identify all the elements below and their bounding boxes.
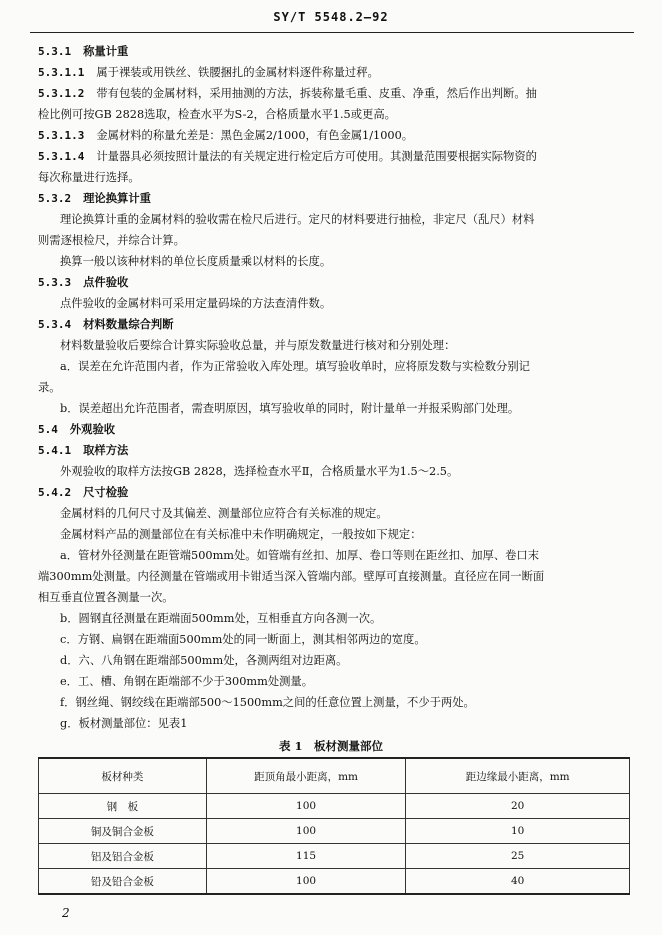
item-5-3-4-a-line2: 录。 bbox=[38, 381, 61, 394]
item-5-4-2-g: g．板材测量部位：见表1 bbox=[60, 717, 188, 730]
table-cell: 25 bbox=[406, 844, 630, 869]
table-cell: 铝及铝合金板 bbox=[39, 844, 207, 869]
table-header-cell: 距顶角最小距离，mm bbox=[206, 758, 406, 794]
clause-5-3-1-2-line1: 5.3.1.2 带有包装的金属材料，采用抽测的方法，拆装称量毛重、皮重、净重，然后作出判断。抽 bbox=[38, 87, 537, 100]
heading-5-3-4: 5.3.4 材料数量综合判断 bbox=[38, 317, 174, 331]
heading-5-4-2: 5.4.2 尺寸检验 bbox=[38, 485, 129, 499]
item-5-4-2-c: c．方钢、扁钢在距端面500mm处的同一断面上，测其相邻两边的宽度。 bbox=[60, 633, 426, 646]
para-5-3-4: 材料数量验收后要综合计算实际验收总量，并与原发数量进行核对和分别处理： bbox=[60, 339, 456, 352]
table-caption: 表 1 板材测量部位 bbox=[278, 739, 383, 753]
item-5-3-4-a-line1: a．误差在允许范围内者，作为正常验收入库处理。填写验收单时，应将原发数与实检数分别记 bbox=[60, 360, 530, 373]
table-cell: 铜及铜合金板 bbox=[39, 819, 207, 844]
heading-5-3-2: 5.3.2 理论换算计重 bbox=[38, 191, 151, 205]
para-5-4-1: 外观验收的取样方法按GB 2828，选择检查水平Ⅱ，合格质量水平为1.5～2.5。 bbox=[60, 465, 459, 478]
table-header-cell: 距边缘最小距离，mm bbox=[406, 758, 630, 794]
item-5-4-2-a-line1: a．管材外径测量在距管端500mm处。如管端有丝扣、加厚、卷口等则在距丝扣、加厚、卷口末 bbox=[60, 549, 540, 562]
item-5-4-2-b: b．圆钢直径测量在距端面500mm处，互相垂直方向各测一次。 bbox=[60, 612, 382, 625]
heading-5-3-1: 5.3.1 称量计重 bbox=[38, 44, 129, 58]
table-cell: 100 bbox=[206, 794, 406, 819]
table-cell: 钢 板 bbox=[39, 794, 207, 819]
para-5-3-2-line2: 则需逐根检尺，并综合计算。 bbox=[38, 234, 185, 247]
table-cell: 20 bbox=[406, 794, 630, 819]
heading-5-4-1: 5.4.1 取样方法 bbox=[38, 443, 129, 457]
header-rule bbox=[30, 32, 634, 33]
item-5-4-2-f: f．钢丝绳、钢绞线在距端部500～1500mm之间的任意位置上测量，不少于两处。 bbox=[60, 696, 475, 709]
table-cell: 100 bbox=[206, 869, 406, 895]
table-cell: 40 bbox=[406, 869, 630, 895]
clause-5-3-1-4-line1: 5.3.1.4 计量器具必须按照计量法的有关规定进行检定后方可使用。其测量范围要根据实际物资的 bbox=[38, 150, 537, 163]
table-header-cell: 板材种类 bbox=[39, 758, 207, 794]
page-header: SY/T 5548.2—92 bbox=[273, 10, 389, 24]
table-cell: 100 bbox=[206, 819, 406, 844]
item-5-3-4-b: b．误差超出允许范围者，需查明原因，填写验收单的同时，附计量单一并报采购部门处理。 bbox=[60, 402, 520, 415]
para-5-4-2-p1: 金属材料的几何尺寸及其偏差、测量部位应符合有关标准的规定。 bbox=[60, 507, 388, 520]
item-5-4-2-a-line3: 相互垂直位置各测量一次。 bbox=[38, 591, 174, 604]
heading-5-4: 5.4 外观验收 bbox=[38, 422, 116, 436]
clause-5-3-1-4-line2: 每次称量进行选择。 bbox=[38, 171, 140, 184]
table-cell: 铅及铅合金板 bbox=[39, 869, 207, 895]
para-5-3-2-p2: 换算一般以该种材料的单位长度质量乘以材料的长度。 bbox=[60, 255, 332, 268]
item-5-4-2-d: d．六、八角钢在距端部500mm处，各测两组对边距离。 bbox=[60, 654, 348, 667]
table-cell: 115 bbox=[206, 844, 406, 869]
plate-measurement-table bbox=[38, 757, 630, 895]
table-header-row bbox=[39, 758, 630, 794]
para-5-3-3: 点件验收的金属材料可采用定量码垛的方法查清件数。 bbox=[60, 297, 332, 310]
item-5-4-2-a-line2: 端300mm处测量。内径测量在管端或用卡钳适当深入管端内部。壁厚可直接测量。直径应在同一断面 bbox=[38, 570, 545, 583]
para-5-3-2-line1: 理论换算计重的金属材料的验收需在检尺后进行。定尺的材料要进行抽检，非定尺（乱尺）材料 bbox=[60, 213, 535, 226]
table-cell: 10 bbox=[406, 819, 630, 844]
clause-5-3-1-2-line2: 检比例可按GB 2828选取，检查水平为S-2，合格质量水平1.5或更高。 bbox=[38, 108, 396, 121]
clause-5-3-1-3: 5.3.1.3 金属材料的称量允差是：黑色金属2/1000，有色金属1/1000。 bbox=[38, 129, 414, 142]
clause-5-3-1-1: 5.3.1.1 属于裸装或用铁丝、铁腰捆扎的金属材料逐件称量过秤。 bbox=[38, 66, 379, 79]
page-number: 2 bbox=[62, 906, 70, 920]
item-5-4-2-e: e．工、槽、角钢在距端部不少于300mm处测量。 bbox=[60, 675, 314, 688]
heading-5-3-3: 5.3.3 点件验收 bbox=[38, 275, 129, 289]
table-row bbox=[39, 819, 630, 844]
table-row bbox=[39, 844, 630, 869]
table-row bbox=[39, 794, 630, 819]
para-5-4-2-p2: 金属材料产品的测量部位在有关标准中未作明确规定，一般按如下规定： bbox=[60, 528, 422, 541]
table-row bbox=[39, 869, 630, 895]
